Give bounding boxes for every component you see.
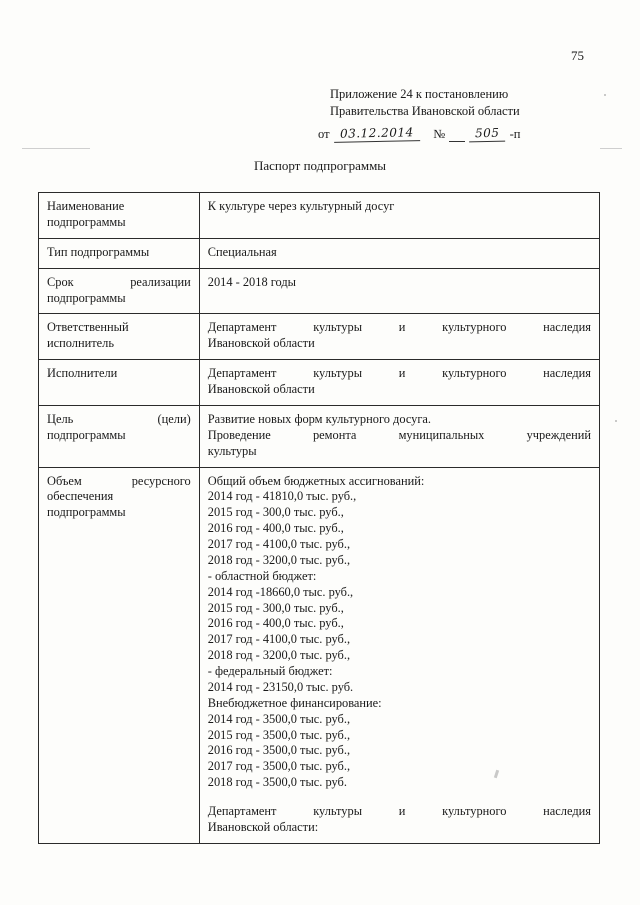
- row-label-word: ресурсного: [131, 473, 191, 488]
- row-value-word: Департамент: [207, 320, 277, 335]
- row-value-cell: [199, 467, 599, 843]
- approval-header: [330, 86, 590, 120]
- row-value-cell: [199, 193, 599, 239]
- row-value-word: Департамент: [207, 366, 277, 381]
- scan-artifact-rule-left: [22, 148, 90, 149]
- row-label-word: Срок: [47, 274, 74, 289]
- table-row: [39, 314, 600, 360]
- row-value-word: учреждений: [526, 427, 591, 442]
- row-value-word: культурного: [442, 804, 507, 818]
- approval-date-handwritten: 03.12.2014: [333, 125, 419, 143]
- row-value-line: Ивановской области: [207, 382, 315, 396]
- scan-artifact-rule-right: [600, 148, 622, 149]
- row-value-cell: [199, 405, 599, 467]
- ot-label: от: [318, 127, 330, 141]
- page-title: Паспорт подпрограммы: [253, 158, 387, 173]
- row-value-line: [208, 320, 591, 336]
- row-value-word: наследия: [543, 366, 591, 381]
- row-value-line: 2018 год - 3500,0 тыс. руб.: [207, 775, 347, 790]
- row-label-line: подпрограммы: [47, 290, 126, 305]
- row-value-line: 2015 год - 3500,0 тыс. руб.,: [207, 727, 351, 742]
- row-value-line: 2018 год - 3200,0 тыс. руб.,: [207, 648, 351, 663]
- row-value-line: 2016 год - 3500,0 тыс. руб.,: [207, 743, 351, 758]
- row-label-line: [47, 412, 191, 428]
- row-value-line: 2014 год - 23150,0 тыс. руб.: [207, 679, 354, 694]
- row-label-line: подпрограммы: [47, 214, 126, 229]
- row-value-line: [208, 366, 591, 382]
- row-label-line: подпрограммы: [47, 505, 126, 520]
- page-number: 75: [571, 48, 584, 63]
- row-value-line: [208, 428, 591, 444]
- row-value-cell: [199, 268, 599, 314]
- row-label-word: реализации: [130, 274, 191, 289]
- row-label-line: Исполнители: [47, 366, 118, 381]
- row-value-line: культуры: [207, 443, 257, 458]
- table-row: [39, 360, 600, 406]
- row-value-word: культуры: [313, 320, 363, 335]
- row-value-line: Ивановской области: [207, 336, 315, 351]
- row-label-line: Тип подпрограммы: [47, 244, 150, 259]
- row-label-word: Объем: [47, 473, 82, 488]
- row-value-word: муниципальных: [398, 427, 485, 442]
- row-label-cell: [39, 405, 200, 467]
- row-value-word: культурного: [442, 320, 507, 335]
- row-label-cell: [39, 360, 200, 406]
- row-value-line: 2014 год -18660,0 тыс. руб.,: [207, 584, 354, 599]
- row-label-word: Цель: [47, 411, 74, 426]
- row-value-line: Специальная: [207, 244, 277, 259]
- number-suffix: -п: [509, 127, 521, 141]
- row-label-line: обеспечения: [47, 489, 114, 504]
- row-value-line: 2016 год - 400,0 тыс. руб.,: [207, 616, 344, 631]
- row-value-word: культуры: [313, 366, 363, 381]
- row-label-cell: [39, 238, 200, 268]
- row-label-line: Ответственный: [47, 320, 129, 335]
- number-label: №: [433, 127, 446, 141]
- row-value-word: наследия: [543, 804, 591, 818]
- approval-number-handwritten: 505: [469, 126, 506, 143]
- row-value-line: 2018 год - 3200,0 тыс. руб.,: [207, 552, 351, 567]
- row-value-line: [208, 804, 591, 820]
- table-row: [39, 238, 600, 268]
- row-value-cell: [199, 238, 599, 268]
- row-value-line: 2014 год - 41810,0 тыс. руб.,: [207, 489, 357, 504]
- row-value-line: 2015 год - 300,0 тыс. руб.,: [207, 505, 344, 520]
- row-value-line: 2016 год - 400,0 тыс. руб.,: [207, 521, 344, 536]
- number-blank-left: [449, 128, 465, 142]
- row-value-line: Ивановской области:: [207, 819, 319, 834]
- passport-table-body: [39, 193, 600, 844]
- approval-header-line-1: Приложение 24 к постановлению: [330, 87, 509, 101]
- approval-date-line: [318, 126, 618, 142]
- row-label-line: подпрограммы: [47, 427, 126, 442]
- row-value-line: - федеральный бюджет:: [207, 664, 333, 678]
- row-value-word: наследия: [543, 320, 591, 335]
- row-value-line: 2017 год - 3500,0 тыс. руб.,: [207, 759, 351, 774]
- scan-speck: [604, 94, 606, 96]
- row-value-word: культурного: [442, 366, 507, 381]
- row-value-line: - областной бюджет:: [207, 568, 317, 583]
- row-label-line: [47, 275, 191, 291]
- row-value-line: [208, 791, 591, 804]
- row-label-cell: [39, 314, 200, 360]
- table-row: [39, 193, 600, 239]
- table-row: [39, 467, 600, 843]
- row-value-word: ремонта: [312, 427, 357, 442]
- row-label-cell: [39, 467, 200, 843]
- approval-header-line-2: Правительства Ивановской области: [330, 103, 520, 118]
- row-value-cell: [199, 360, 599, 406]
- row-label-cell: [39, 268, 200, 314]
- row-value-line: 2017 год - 4100,0 тыс. руб.,: [207, 537, 351, 551]
- row-value-word: культуры: [313, 804, 363, 818]
- row-label-word: (цели): [157, 411, 191, 426]
- row-value-line: 2017 год - 4100,0 тыс. руб.,: [207, 632, 351, 647]
- row-label-line: Наименование: [47, 199, 125, 213]
- row-value-word: и: [398, 366, 406, 381]
- row-value-word: Департамент: [207, 804, 277, 818]
- row-value-line: 2014 год - 3500,0 тыс. руб.,: [207, 711, 351, 726]
- row-label-cell: [39, 193, 200, 239]
- row-value-cell: [199, 314, 599, 360]
- passport-table: [38, 192, 600, 844]
- table-row: [39, 268, 600, 314]
- row-label-line: [47, 474, 191, 490]
- row-label-line: исполнитель: [47, 336, 114, 351]
- row-value-word: и: [398, 320, 406, 335]
- table-row: [39, 405, 600, 467]
- row-value-line: 2014 - 2018 годы: [207, 274, 296, 289]
- row-value-line: Развитие новых форм культурного досуга.: [207, 411, 432, 426]
- row-value-word: Проведение: [207, 427, 271, 442]
- row-value-line: Внебюджетное финансирование:: [207, 695, 382, 710]
- scan-speck: [615, 420, 617, 422]
- row-value-line: К культуре через культурный досуг: [207, 199, 395, 213]
- row-value-line: Общий объем бюджетных ассигнований:: [207, 473, 425, 488]
- row-value-line: 2015 год - 300,0 тыс. руб.,: [207, 600, 344, 615]
- row-value-word: и: [398, 804, 406, 818]
